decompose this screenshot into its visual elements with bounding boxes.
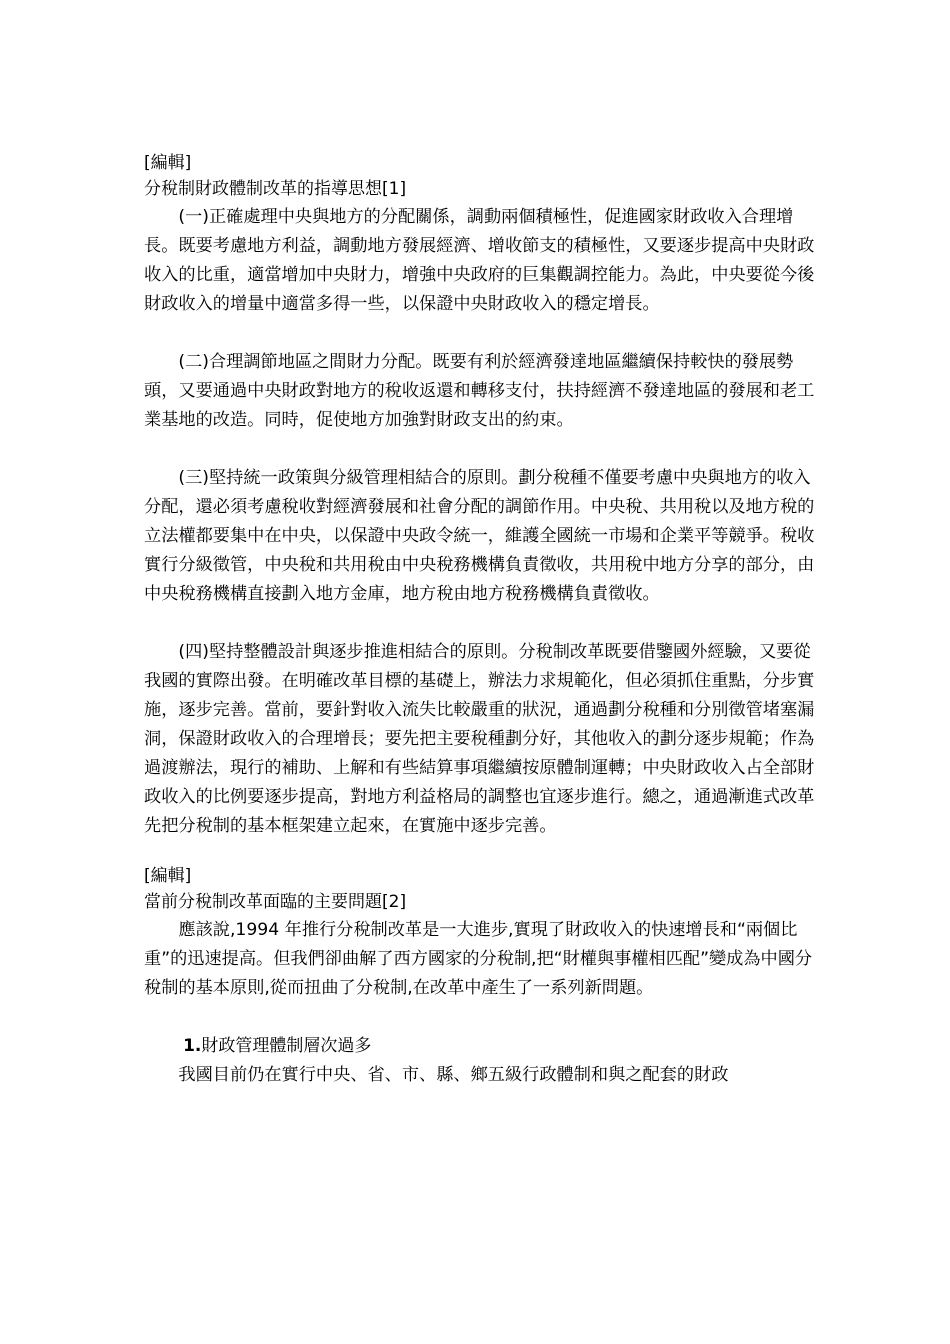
subsection-number: 1.: [183, 1036, 202, 1056]
paragraph: (二)合理調節地區之間財力分配。既要有利於經濟發達地區繼續保持較快的發展勢頭，又要通過中央財政對地方的稅收返還和轉移支付，扶持經濟不發達地區的發展和老工業基地的改造。同時，促使地方加強對財政支出的約束。: [144, 352, 815, 430]
paragraph: (三)堅持統一政策與分級管理相結合的原則。劃分稅種不僅要考慮中央與地方的收入分配，還必須考慮稅收對經濟發展和社會分配的調節作用。中央稅、共用稅以及地方稅的立法權都要集中在中央，以保證中央政令統一，維護全國統一市場和企業平等競爭。稅收實行分級徵管，中央稅和共用稅由中央稅務機構負責徵收，共用稅中地方分享的部分，由中央稅務機構直接劃入地方金庫，地方稅由地方稅務機構負責徵收。: [144, 468, 815, 604]
subsection-heading: [144, 1032, 824, 1061]
paragraph: 應該說,1994 年推行分稅制改革是一大進步,實現了財政收入的快速增長和“兩個比重”的迅速提高。但我們卻曲解了西方國家的分稅制,把“財權與事權相匹配”變成為中國分稅制的基本原則,從而扭曲了分稅制,在改革中產生了一系列新問題。: [144, 920, 813, 998]
section-heading: 分稅制財政體制改革的指導思想[1]: [144, 179, 407, 199]
edit-link[interactable]: [編輯]: [144, 866, 192, 886]
subsection-title: 財政管理體制層次過多: [201, 1036, 372, 1056]
edit-link[interactable]: [編輯]: [144, 153, 192, 173]
paragraph: (四)堅持整體設計與逐步推進相結合的原則。分稅制改革既要借鑒國外經驗，又要從我國的實際出發。在明確改革目標的基礎上，辦法力求規範化，但必須抓住重點，分步實施，逐步完善。當前，要針對收入流失比較嚴重的狀況，通過劃分稅種和分別徵管堵塞漏洞，保證財政收入的合理增長；要先把主要稅種劃分好，其他收入的劃分逐步規範；作為過渡辦法，現行的補助、上解和有些結算事項繼續按原體制運轉；中央財政收入占全部財政收入的比例要逐步提高，對地方利益格局的調整也宜逐步進行。總之，通過漸進式改革先把分稅制的基本框架建立起來，在實施中逐步完善。: [144, 642, 815, 836]
document-page: [144, 150, 824, 1090]
paragraph: 我國目前仍在實行中央、省、市、縣、鄉五級行政體制和與之配套的財政: [178, 1065, 729, 1085]
section-heading: 當前分稅制改革面臨的主要問題[2]: [144, 892, 407, 912]
paragraph: (一)正確處理中央與地方的分配關係，調動兩個積極性，促進國家財政收入合理增長。既要考慮地方利益，調動地方發展經濟、增收節支的積極性，又要逐步提高中央財政收入的比重，適當增加中央財力，增強中央政府的巨集觀調控能力。為此，中央要從今後財政收入的增量中適當多得一些，以保證中央財政收入的穩定增長。: [144, 207, 815, 314]
